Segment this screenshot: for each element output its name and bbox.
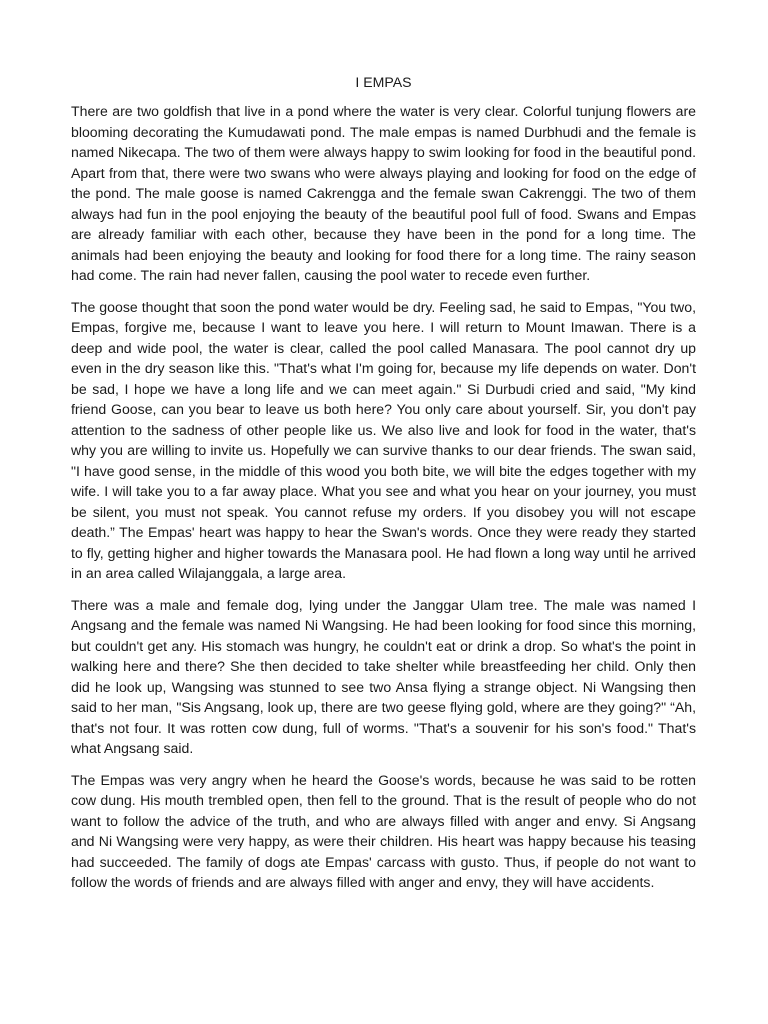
- paragraph-4: The Empas was very angry when he heard the Goose's words, because he was said to be rotten cow dung. His mouth trembled open, then fell to the ground. That is the result of people who do not want to follow the advice of the truth, and who are always filled with anger and envy. Si Angsang and Ni Wangsing were very happy, as were their children. His heart was happy because his teasing had succeeded. The family of dogs ate Empas' carcass with gusto. Thus, if people do not want to follow the words of friends and are always filled with anger and envy, they will have accidents.: [71, 771, 696, 890]
- paragraph-2: The goose thought that soon the pond water would be dry. Feeling sad, he said to Empas, "You two, Empas, forgive me, because I want to leave you here. I will return to Mount Imawan. There is a deep and wide pool, the water is clear, called the pool called Manasara. The pool cannot dry up even in the dry season like this. "That's what I'm going for, because my life depends on water. Don't be sad, I hope we have a long life and we can meet again." Si Durbudi cried and said, "My kind friend Goose, can you bear to leave us both here? You only care about yourself. Sir, you don't pay attention to the sadness of other people like us. We also live and look for food in the water, that's why you are willing to invite us. Hopefully we can survive thanks to our dear friends. The swan said, "I have good sense, in the middle of this wood you both bite, we will bite the edges together with my wife. I will take you to a far away place. What you see and what you hear on your journey, you must be silent, you must not speak. You cannot refuse my orders. If you disobey you will not escape death.” The Empas' heart was happy to hear the Swan's words. Once they were ready they started to fly, getting higher and higher towards the Manasara pool. He had flown a long way until he arrived in an area called Wilajanggala, a large area.: [71, 298, 696, 581]
- document-page: [71, 72, 696, 904]
- paragraph-1: There are two goldfish that live in a pond where the water is very clear. Colorful tunjung flowers are blooming decorating the Kumudawati pond. The male empas is named Durbhudi and the female is named Nikecapa. The two of them were always happy to swim looking for food in the beautiful pond. Apart from that, there were two swans who were always playing and looking for food on the edge of the pond. The male goose is named Cakrengga and the female swan Cakrenggi. The two of them always had fun in the pool enjoying the beauty of the beautiful pool full of food. Swans and Empas are already familiar with each other, because they have been in the pond for a long time. The animals had been enjoying the beauty and looking for food there for a long time. The rainy season had come. The rain had never fallen, causing the pool water to recede even further.: [71, 103, 696, 283]
- paragraph-3: There was a male and female dog, lying under the Janggar Ulam tree. The male was named I Angsang and the female was named Ni Wangsing. He had been looking for food since this morning, but couldn't get any. His stomach was hungry, he couldn't eat or drink a drop. So what's the point in walking here and there? She then decided to take shelter while breastfeeding her child. Only then did he look up, Wangsing was stunned to see two Ansa flying a strange object. Ni Wangsing then said to her man, "Sis Angsang, look up, there are two geese flying gold, where are they going?" “Ah, that's not four. It was rotten cow dung, full of worms. "That's a souvenir for his son's food." That's what Angsang said.: [71, 596, 696, 756]
- document-title: I EMPAS: [355, 74, 412, 90]
